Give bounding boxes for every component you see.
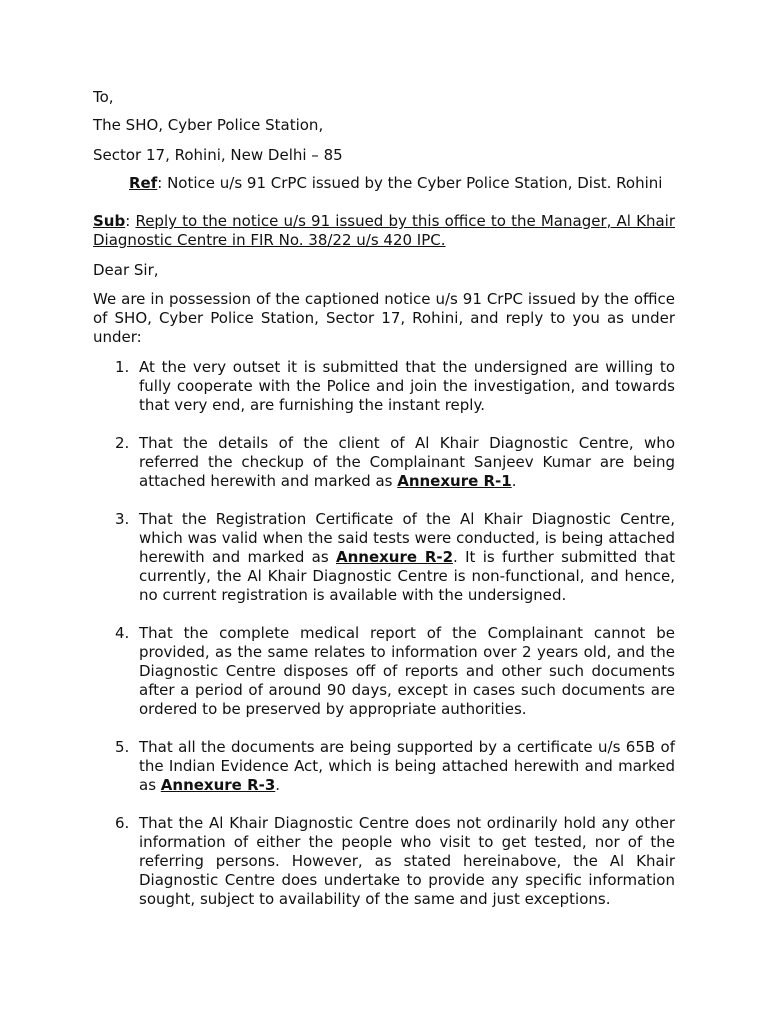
sub-separator: : (125, 212, 136, 230)
point-text: That the Al Khair Diagnostic Centre does not ordinarily hold any other information of either the people who visit to get tested, nor of the referring persons. However, as stated hereinabove, the Al Khair Diagnostic Centre does undertake to provide any specific information sought, subject to availability of the same and just exceptions. (139, 814, 675, 908)
list-item (93, 510, 675, 605)
point-number: 3. (115, 510, 130, 528)
point-text-end: . (275, 776, 281, 794)
address-line-1: The SHO, Cyber Police Station, (93, 116, 324, 134)
point-text-end: . It is further submitted that currently, the Al Khair Diagnostic Centre is non-functional, and hence, no current registration is available with the undersigned. (139, 548, 675, 604)
sub-text: Reply to the notice u/s 91 issued by this office to the Manager, Al Khair Diagnostic Centre in FIR No. 38/22 u/s 420 IPC. (93, 212, 675, 249)
ref-text: : Notice u/s 91 CrPC issued by the Cyber Police Station, Dist. Rohini (157, 174, 663, 192)
address-to: To, (93, 88, 114, 106)
point-number: 2. (115, 434, 130, 452)
point-text: That all the documents are being supported by a certificate u/s 65B of the Indian Evidence Act, which is being attached herewith and marked as (139, 738, 675, 794)
point-text: At the very outset it is submitted that the undersigned are willing to fully cooperate with the Police and join the investigation, and towards that very end, are furnishing the instant reply. (139, 358, 675, 414)
annexure-r3-label: Annexure R-3 (160, 776, 276, 794)
address-line-2: Sector 17, Rohini, New Delhi – 85 (93, 146, 343, 164)
point-number: 1. (115, 358, 130, 376)
point-text-end: . (511, 472, 517, 490)
list-item (93, 624, 675, 719)
point-number: 5. (115, 738, 130, 756)
list-item (93, 738, 675, 795)
point-text: That the Registration Certificate of the Al Khair Diagnostic Centre, which was valid when the said tests were conducted, is being attached herewith and marked as (139, 510, 675, 566)
point-number: 6. (115, 814, 130, 832)
list-item (93, 814, 675, 909)
reference-line (129, 174, 662, 193)
ref-label: Ref (129, 174, 158, 192)
annexure-r1-label: Annexure R-1 (397, 472, 512, 490)
sub-label: Sub (93, 212, 126, 230)
point-text: That the complete medical report of the Complainant cannot be provided, as the same relates to information over 2 years old, and the Diagnostic Centre disposes off of reports and other such documents after a period of around 90 days, except in cases such documents are ordered to be preserved by appropriate authorities. (139, 624, 675, 718)
subject-line (93, 212, 675, 250)
annexure-r2-label: Annexure R-2 (335, 548, 454, 566)
point-text: That the details of the client of Al Khair Diagnostic Centre, who referred the checkup of the Complainant Sanjeev Kumar are being attached herewith and marked as (139, 434, 675, 490)
intro-paragraph: We are in possession of the captioned notice u/s 91 CrPC issued by the office of SHO, Cyber Police Station, Sector 17, Rohini, and reply to you as under under: (93, 290, 675, 346)
list-item (93, 434, 675, 491)
point-number: 4. (115, 624, 130, 642)
numbered-points (93, 358, 675, 909)
list-item (93, 358, 675, 415)
salutation: Dear Sir, (93, 261, 159, 279)
